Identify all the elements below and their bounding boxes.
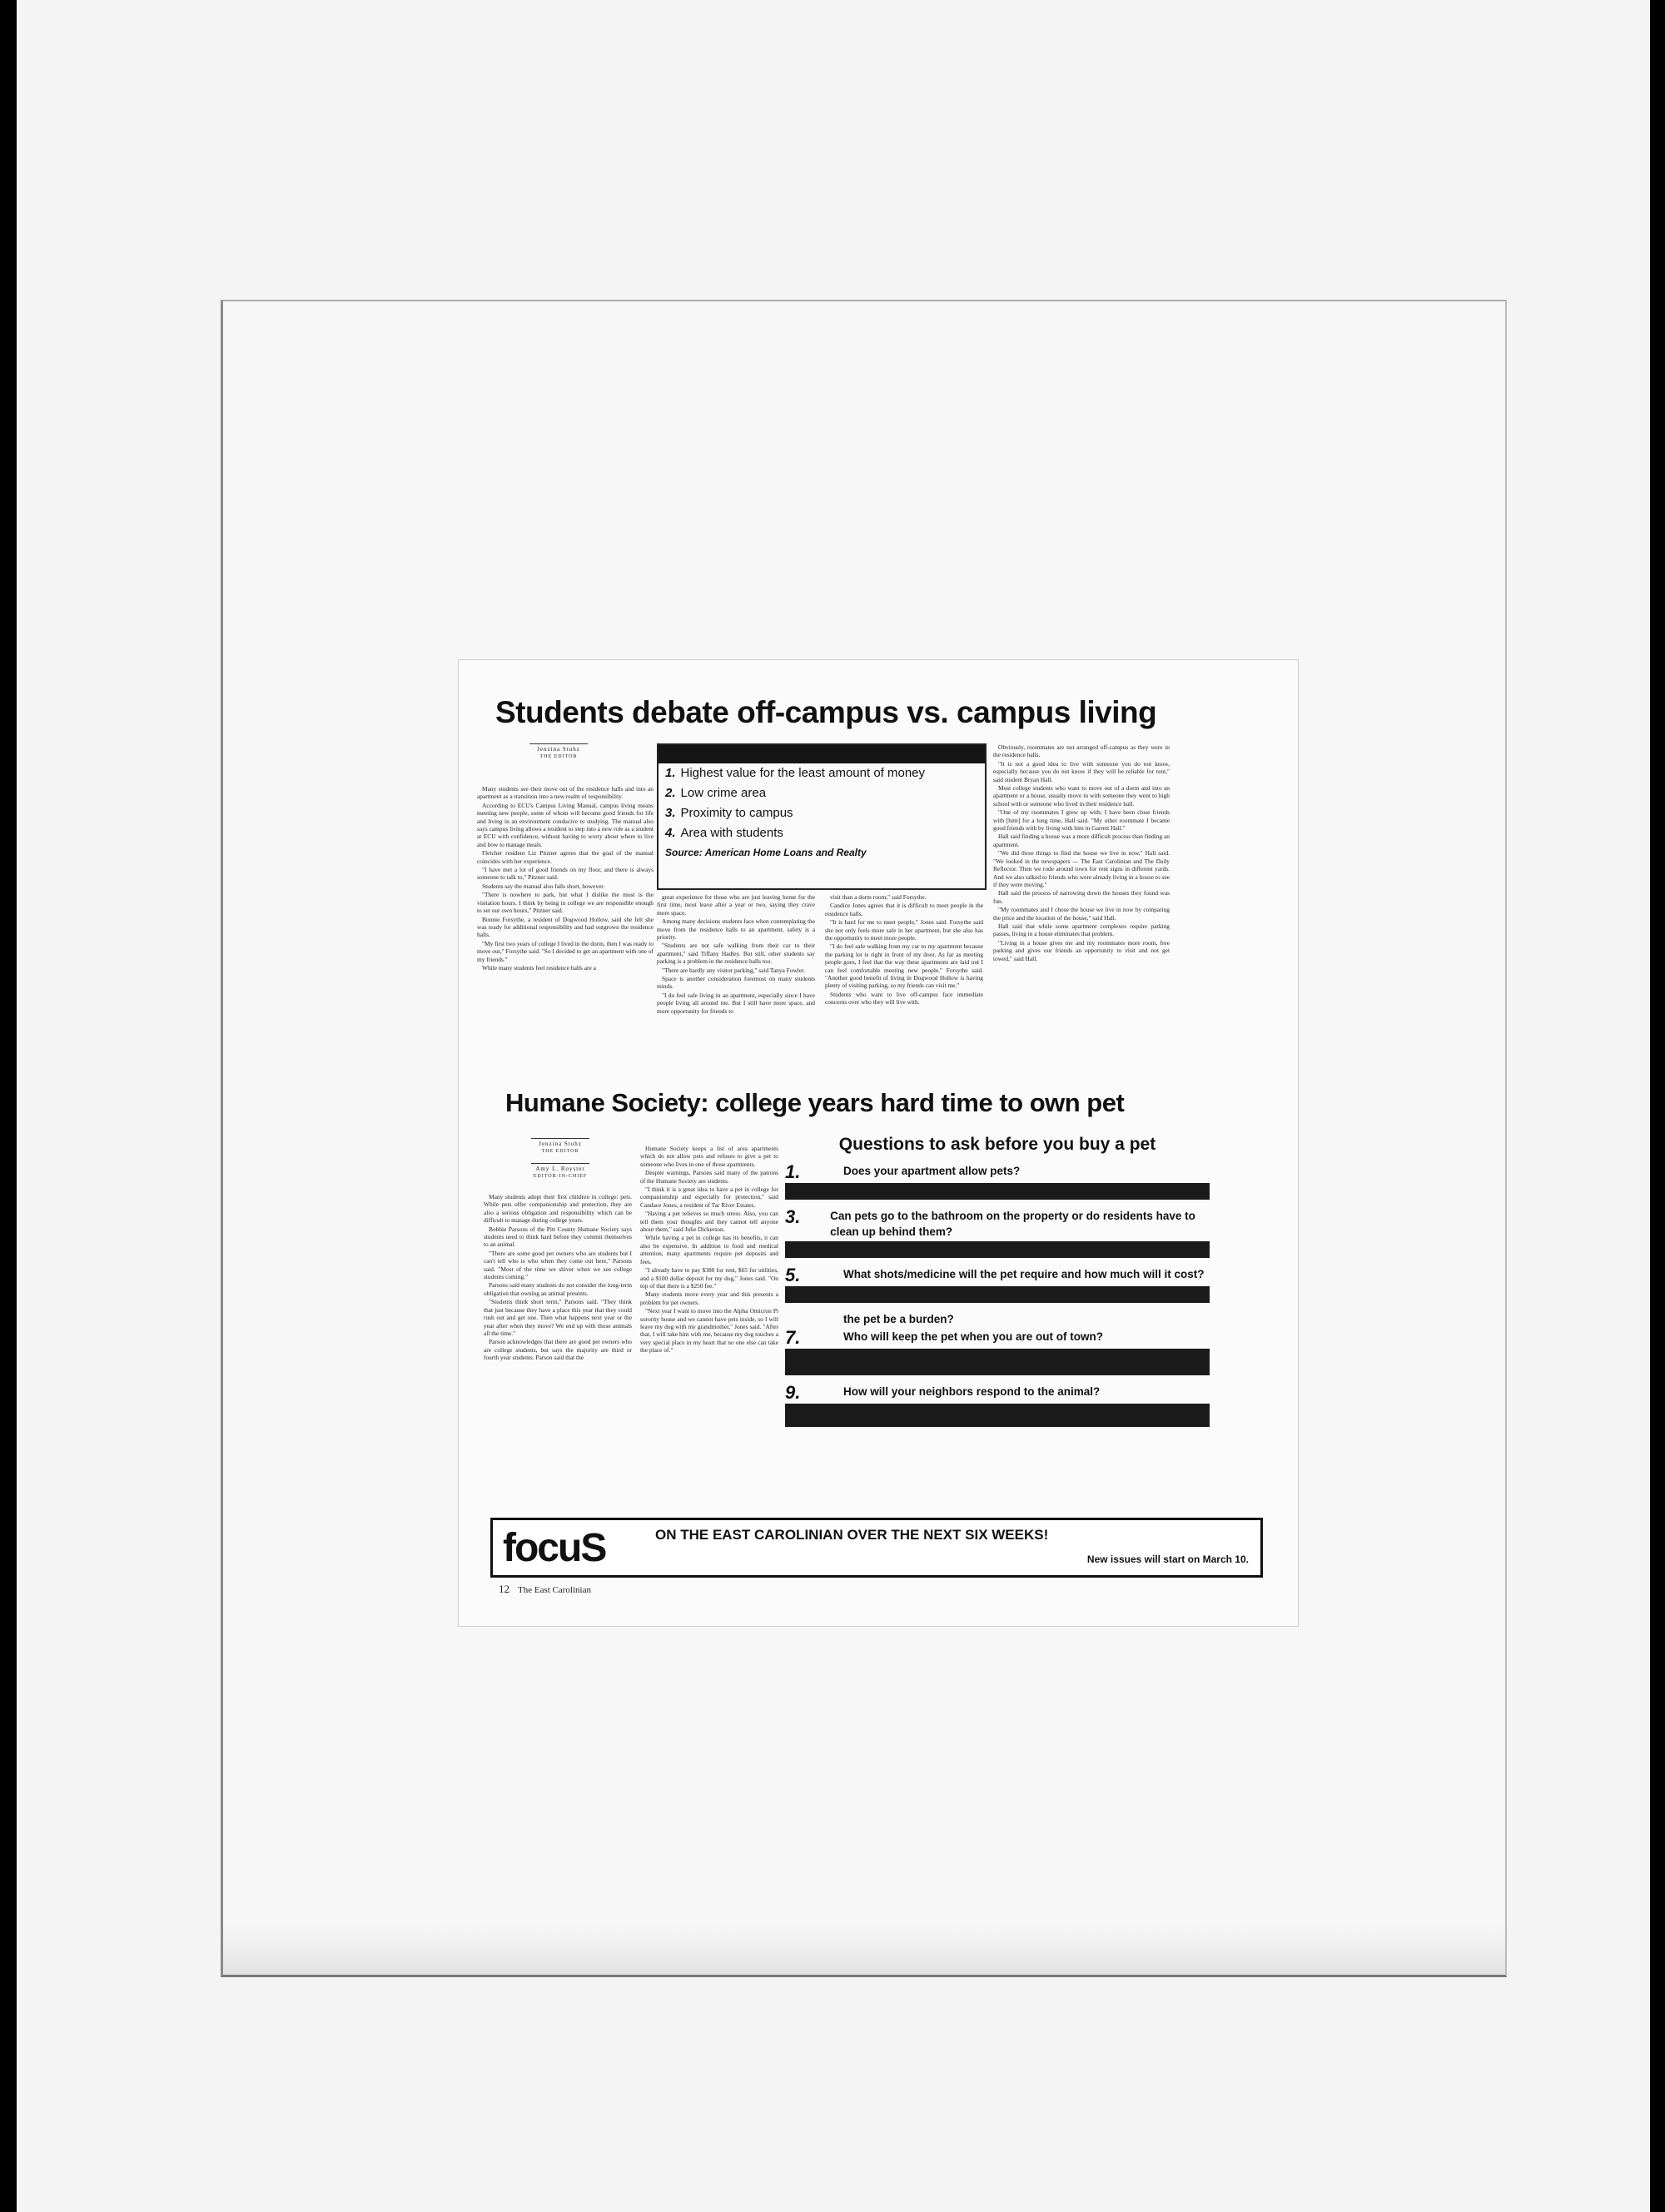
paragraph: While many students feel residence halls are a	[482, 963, 596, 972]
byline-title: THE EDITOR	[539, 754, 578, 759]
paragraph: "We did three things to find the house we live in now," Hall said. "We looked in the newspapers — The East Carolinian and The Daily Reflector. Then we rode around town for rent signs in different yards. And we also talked to friends who were already living in a house to see if they were moving."	[993, 849, 1170, 888]
paragraph: great experience for those who are just leaving home for the first time, most leave after a year or two, saying they crave more space.	[657, 893, 815, 917]
newspaper-page	[458, 659, 1299, 1627]
article1-column-3	[825, 893, 983, 1026]
question-text: the pet be a burden?	[843, 1313, 954, 1325]
paragraph: "There are some good pet owners who are students but I can't tell who is who when they come out here," Parsons said. "Most of the time we shiver when we see college students coming."	[484, 1249, 632, 1281]
paragraph: "I think it is a great idea to have a pet in college for companionship and especially for protection," said Candace Jones, a resident of Tar River Estates.	[640, 1186, 778, 1209]
question-text: What shots/medicine will the pet require and how much will it cost?	[843, 1268, 1205, 1280]
focus-logo: focuS	[503, 1526, 606, 1570]
question-number: 1.	[785, 1161, 801, 1182]
paragraph: "There are hardly any visitor parking," said Tanya Fowler.	[662, 966, 806, 974]
factbox-item: 3. Proximity to campus	[665, 806, 793, 820]
question-item	[785, 1329, 1210, 1375]
paragraph: Hall said that while some apartment complexes require parking passes, living in a house eliminates that problem.	[993, 922, 1170, 938]
paragraph: Space is another consideration foremost on many students minds.	[657, 975, 815, 991]
article2-column-1	[484, 1193, 632, 1503]
paragraph: "My roommates and I chose the house we live in now by comparing the price and the location of the house," said Hall.	[993, 906, 1170, 922]
byline-title: THE EDITOR	[541, 1149, 579, 1154]
question-number: 3.	[785, 1206, 801, 1227]
question-item	[785, 1163, 1210, 1200]
shaded-bar	[785, 1349, 1210, 1375]
paragraph: "I do feel safe living in an apartment, especially since I have people living all around me. But I still have more space, and more opportunity for friends to	[657, 991, 815, 1015]
factbox-header-bar	[659, 745, 985, 763]
paper-name: The East Carolinian	[518, 1585, 591, 1595]
article1-column-1	[477, 785, 654, 1026]
page-number: 12	[499, 1583, 509, 1595]
paragraph: "I do feel safe walking from my car to my apartment because the parking lot is right in front of my door. As far as meeting people goes, I feel that the way these apartments are laid out I can feel comfortable meeting new people," Forsythe said. "Another good benefit of living in Dogwood Hollow is having plenty of visiting parking, so my friends can visit me."	[825, 942, 983, 990]
byline-name: Amy L. Royster	[535, 1166, 585, 1172]
article2-byline-1	[510, 1138, 610, 1154]
paragraph: "I have met a lot of good friends on my floor, and there is always someone to talk to," Pitzner said.	[477, 866, 654, 882]
focus-headline: ON THE EAST CAROLINIAN OVER THE NEXT SIX WEEKS!	[655, 1527, 1049, 1543]
page-folio	[499, 1583, 591, 1596]
paragraph: "One of my roommates I grew up with; I have been close friends with [him] for a long time, Hall said. "My other roommate I became good friends with by living with him in Garrett Hall."	[993, 808, 1170, 833]
paragraph: "Students think short term," Parsons said. "They think that just because they have a place this year that they could rush out and get one. Then what happens next year or the year after when they move? We end up with those animals all the time."	[484, 1298, 632, 1337]
shaded-bar	[785, 1183, 1210, 1200]
paragraph: Candice Jones agrees that it is difficult to meet people in the residence halls.	[825, 902, 983, 917]
focus-subline: New issues will start on March 10.	[1086, 1553, 1249, 1565]
paragraph: Parson acknowledges that there are good pet owners who are college students, but says the majority are third or fourth year students. Parson said that the	[484, 1338, 632, 1362]
frame-shadow	[223, 1925, 1505, 1975]
factbox-item: 2. Low crime area	[665, 786, 767, 800]
paragraph: Despite warnings, Parsons said many of the patrons of the Humane Society are students.	[640, 1169, 778, 1185]
paragraph: Many students adopt their first children in college: pets. While pets offer companionship and protection, they are also a serious obligation and responsibility which can be difficult to manage during college years.	[484, 1193, 632, 1225]
article2-byline-2	[510, 1163, 610, 1179]
paragraph: Bobbie Parsons of the Pitt County Humane Society says students need to think hard before they commit themselves to an animal.	[484, 1225, 632, 1249]
byline-title: EDITOR-IN-CHIEF	[533, 1174, 588, 1179]
question-item	[785, 1266, 1210, 1303]
apartment-factbox	[657, 743, 987, 890]
paragraph: Hall said the process of narrowing down the houses they found was fun.	[993, 889, 1170, 905]
paragraph: Hall said finding a house was a more difficult process than finding an apartment.	[993, 833, 1170, 848]
paragraph: Parsons said many students do not consider the long-term obligation that owning an animal presents.	[484, 1281, 632, 1297]
shaded-bar	[785, 1241, 1210, 1258]
pet-questions-box	[785, 1135, 1210, 1435]
paragraph: "My first two years of college I lived in the dorm, then I was ready to move out," Forsythe said. "So I decided to get an apartment with one of my friends."	[477, 939, 654, 963]
paragraph: "There is nowhere to park, but what I dislike the most is the visitation hours. I think by being in college we are responsible enough to set our own hours," Pitzner said.	[477, 891, 654, 915]
question-number: 9.	[785, 1382, 801, 1403]
question-number: 5.	[785, 1265, 801, 1285]
question-text: How will your neighbors respond to the animal?	[843, 1385, 1101, 1398]
question-item	[785, 1311, 1210, 1327]
paragraph: "It is hard for me to meet people," Jones said. Forsythe said she not only feels more safe in her apartment, but she also has the opportunity to meet more people.	[825, 918, 983, 942]
paragraph: visit than a dorm room," said Forsythe.	[830, 893, 927, 901]
factbox-item: 4. Area with students	[665, 826, 783, 840]
paragraph: Many students see their move out of the residence halls and into an apartment as a transition into a new realm of responsibility.	[477, 785, 654, 801]
article1-byline	[509, 743, 609, 759]
focus-banner	[490, 1518, 1263, 1578]
questions-title: Questions to ask before you buy a pet	[838, 1135, 1156, 1154]
question-text: Can pets go to the bathroom on the property or do residents have to clean up behind them?	[830, 1210, 1195, 1238]
question-item	[785, 1208, 1210, 1258]
paragraph: Humane Society keeps a list of area apartments which do not allow pets and refuses to give a pet to someone who lives in one of those apartments.	[640, 1145, 778, 1168]
microfilm-scan	[17, 0, 1650, 2212]
paragraph: Among many decisions students face when contemplating the move from the residence halls to an apartment, safety is a priority.	[657, 917, 815, 942]
article1-headline: Students debate off-campus vs. campus living	[495, 695, 1157, 729]
paragraph: Many students move every year and this presents a problem for pet owners.	[640, 1290, 778, 1306]
paragraph: "I already have to pay $380 for rent, $65 for utilities, and a $100 dollar deposit for my dog," Jones said. "On top of that there is a $250 fee."	[640, 1266, 778, 1290]
question-text: Who will keep the pet when you are out of town?	[843, 1330, 1104, 1343]
question-number: 7.	[785, 1327, 801, 1348]
paragraph: "Having a pet relieves so much stress. Also, you can tell them your thoughts and they cannot tell anyone about them," said Julie Dickerson.	[640, 1210, 778, 1234]
paragraph: Students who want to live off-campus face immediate concerns over who they will live with.	[825, 990, 983, 1007]
paragraph: Bonnie Forsythe, a resident of Dogwood Hollow, said she felt she was ready for additional responsibility and had outgrown the residence halls.	[477, 915, 654, 939]
paragraph: Fletcher resident Liz Pitzner agrees that the goal of the manual coincides with her experience.	[477, 849, 654, 865]
shaded-bar	[785, 1404, 1210, 1427]
paragraph: "Next year I want to move into the Alpha Omicron Pi sorority house and we cannot have pets inside, so I will leave my dog with my grandmother," Jones said. "After that, I will take him with me, because my dog touches a very special place in my heart that no one else can take the place of."	[640, 1307, 778, 1355]
question-item	[785, 1384, 1210, 1427]
article1-column-4	[993, 743, 1170, 1026]
paragraph: "Students are not safe walking from their car to their apartment," said Tiffany Hadley. But still, other students say parking is a problem in the residence halls too.	[657, 942, 815, 966]
article1-column-2	[657, 893, 815, 1026]
paragraph: According to ECU's Campus Living Manual, campus living means meeting new people, some of whom will become good friends for life and living in an environment conducive to studying. The manual also says campus living allows a resident to step into a new role as a student at ECU with confidence, without having to worry about where to live and how to manage meals.	[477, 801, 654, 848]
paragraph: Students say the manual also falls short, however.	[482, 882, 605, 890]
paragraph: Most college students who want to move out of a dorm and into an apartment or a house, usually move in with someone they went to high school with or someone who lived in their residence hall.	[993, 784, 1170, 808]
byline-name: Jenzina Stuhz	[537, 746, 580, 753]
paragraph: "It is not a good idea to live with someone you do not know, especially because you do not know if they will be reliable for rent," said student Bryan Hall.	[993, 759, 1170, 783]
paragraph: Obviously, roommates are not arranged off-campus as they were in the residence halls.	[993, 743, 1170, 759]
paragraph: While having a pet in college has its benefits, it can also be expensive. In addition to food and medical attention, many apartments require pet deposits and fees.	[640, 1234, 778, 1265]
question-text: Does your apartment allow pets?	[843, 1165, 1021, 1177]
shaded-bar	[785, 1286, 1210, 1303]
byline-name: Jenzina Stuhz	[539, 1141, 582, 1147]
factbox-item: 1. Highest value for the least amount of money	[665, 766, 926, 780]
article2-column-2	[640, 1145, 778, 1503]
article2-headline: Humane Society: college years hard time to own pet	[505, 1088, 1125, 1117]
factbox-source: Source: American Home Loans and Realty	[665, 847, 867, 858]
paragraph: "Living in a house gives me and my roommates more room, free parking and gives our friends an opportunity to visit and not get towed," said Hall.	[993, 938, 1170, 962]
